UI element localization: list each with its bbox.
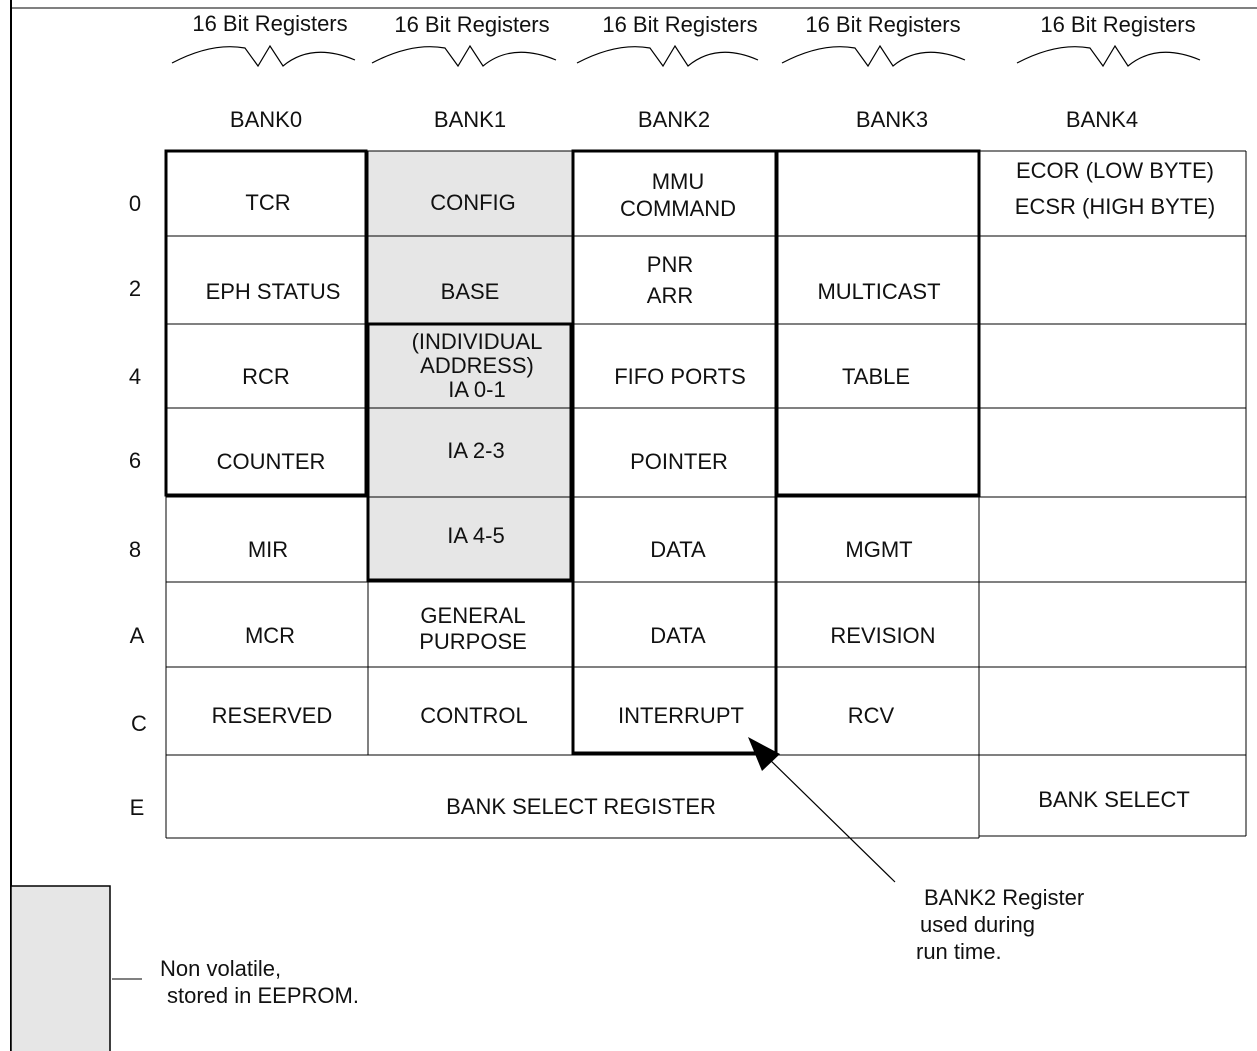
row-label-6: 6 bbox=[128, 448, 142, 473]
bank2-pnr-arr: PNR ARR bbox=[646, 252, 694, 308]
bank-header-0: BANK0 bbox=[229, 107, 303, 132]
top-label-bank0: 16 Bit Registers bbox=[192, 11, 348, 36]
bank2-data-2: DATA bbox=[650, 623, 706, 648]
bank1-control: CONTROL bbox=[420, 703, 528, 728]
bank2-pointer: POINTER bbox=[630, 449, 728, 474]
bank3-multicast: MULTICAST bbox=[817, 279, 941, 304]
bank1-general-purpose: GENERAL PURPOSE bbox=[419, 603, 527, 654]
bank0-counter: COUNTER bbox=[216, 449, 326, 474]
bank0-rcr: RCR bbox=[242, 364, 290, 389]
bank-header-3: BANK3 bbox=[855, 107, 929, 132]
row-label-c: C bbox=[131, 711, 147, 736]
row-label-a: A bbox=[129, 623, 145, 648]
top-label-bank2: 16 Bit Registers bbox=[602, 12, 758, 37]
legend-text: Non volatile, stored in EEPROM. bbox=[160, 956, 359, 1008]
bank1-base: BASE bbox=[440, 279, 500, 304]
bank3-mgmt: MGMT bbox=[845, 537, 913, 562]
row-label-4: 4 bbox=[128, 364, 142, 389]
register-braces bbox=[172, 46, 1200, 66]
row-label-2: 2 bbox=[128, 276, 142, 301]
bank4-ecor-ecsr: ECOR (LOW BYTE) ECSR (HIGH BYTE) bbox=[1014, 158, 1216, 219]
bank-header-1: BANK1 bbox=[433, 107, 507, 132]
bank1-ia-2-3: IA 2-3 bbox=[447, 438, 505, 463]
top-label-bank4: 16 Bit Registers bbox=[1040, 12, 1196, 37]
row-label-e: E bbox=[129, 795, 145, 820]
bank1-ia-4-5: IA 4-5 bbox=[447, 523, 505, 548]
row-label-0: 0 bbox=[128, 191, 142, 216]
bank1-ia-0-1: (INDIVIDUAL ADDRESS) IA 0-1 bbox=[411, 329, 543, 402]
bank0-tcr: TCR bbox=[245, 190, 291, 215]
bank0-eph-status: EPH STATUS bbox=[205, 279, 341, 304]
bank-select-register: BANK SELECT REGISTER bbox=[446, 794, 716, 819]
bank0-mir: MIR bbox=[247, 537, 289, 562]
bank-header-2: BANK2 bbox=[637, 107, 711, 132]
bank2-mmu-command: MMU COMMAND bbox=[619, 169, 737, 221]
top-label-bank1: 16 Bit Registers bbox=[394, 12, 550, 37]
top-label-bank3: 16 Bit Registers bbox=[805, 12, 961, 37]
bank4-bank-select: BANK SELECT bbox=[1038, 787, 1190, 812]
bank2-annotation: BANK2 Register used during run time. bbox=[916, 885, 1085, 964]
row-label-8: 8 bbox=[128, 537, 142, 562]
bank1-config: CONFIG bbox=[430, 190, 516, 215]
bank3-revision: REVISION bbox=[830, 623, 936, 648]
bank2-interrupt: INTERRUPT bbox=[618, 703, 744, 728]
bank3-table: TABLE bbox=[841, 364, 911, 389]
bank2-fifo-ports: FIFO PORTS bbox=[614, 364, 746, 389]
bank3-rcv: RCV bbox=[847, 703, 895, 728]
bank0-mcr: MCR bbox=[244, 623, 296, 648]
bank-header-4: BANK4 bbox=[1065, 107, 1139, 132]
bank0-reserved: RESERVED bbox=[211, 703, 333, 728]
legend-swatch bbox=[11, 886, 110, 1051]
bank2-data-1: DATA bbox=[650, 537, 706, 562]
